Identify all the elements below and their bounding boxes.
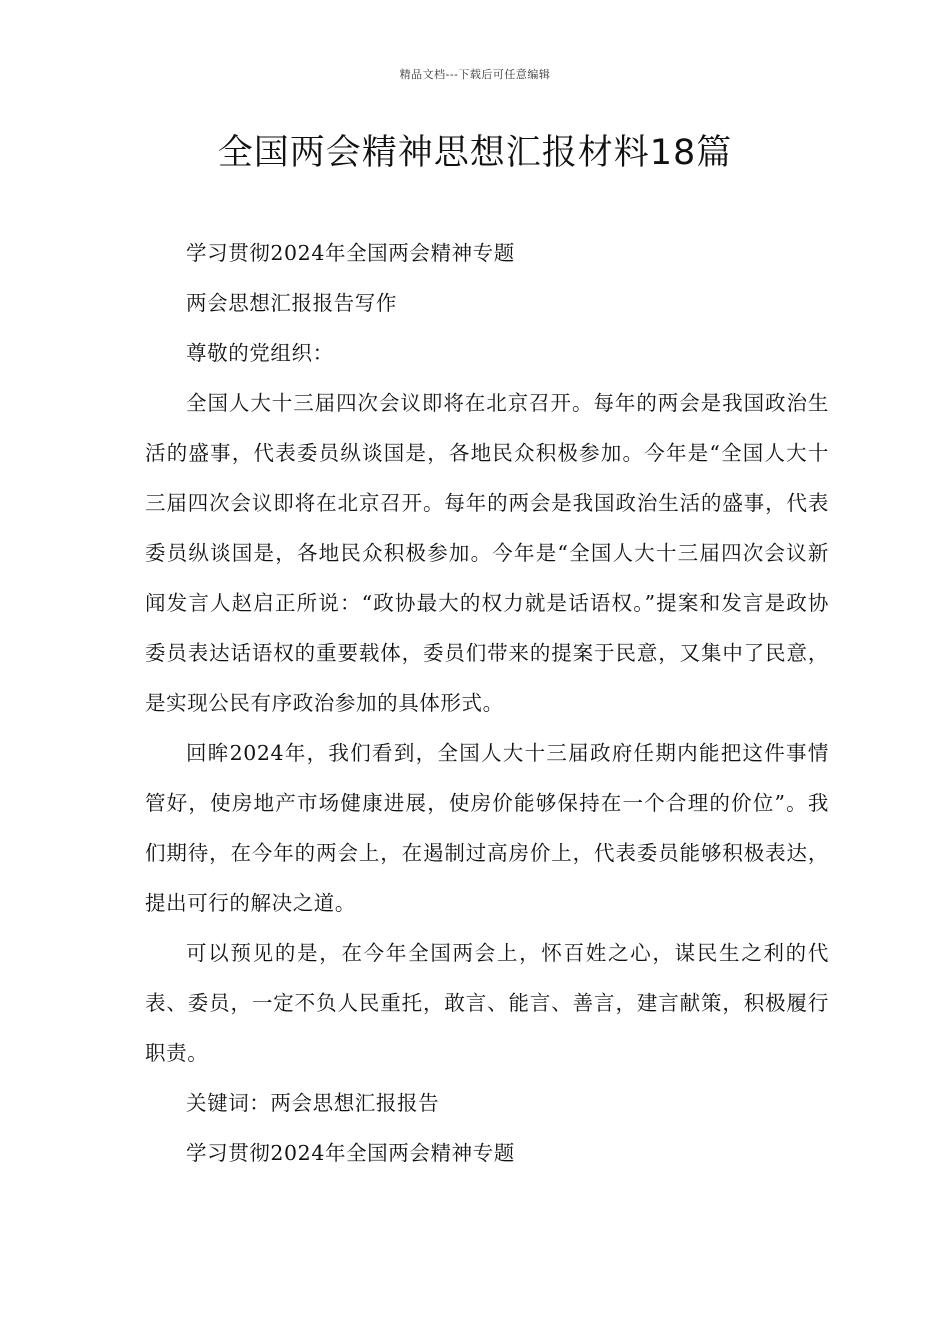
- paragraph-topic: 两会思想汇报报告写作: [186, 291, 397, 315]
- paragraph-body: 可以预见的是，在今年全国两会上，怀百姓之心，谋民生之利的代表、委员，一定不负人民重托，敢言、能言、善言，建言献策，积极履行职责。: [145, 941, 829, 1065]
- document-body: [145, 228, 829, 1178]
- paragraph-body: 全国人大十三届四次会议即将在北京召开。每年的两会是我国政治生活的盛事，代表委员纵谈国是，各地民众积极参加。今年是“全国人大十三届四次会议即将在北京召开。每年的两会是我国政治生活的盛事，代表委员纵谈国是，各地民众积极参加。今年是“全国人大十三届四次会议新闻发言人赵启正所说：“政协最大的权力就是话语权。”提案和发言是政协委员表达话语权的重要载体，委员们带来的提案于民意，又集中了民意，是实现公民有序政治参加的具体形式。: [145, 391, 829, 715]
- paragraph-salutation: 尊敬的党组织：: [186, 341, 334, 365]
- paragraph-keywords: 关键词：两会思想汇报报告: [186, 1091, 440, 1115]
- document-title: 全国两会精神思想汇报材料18篇: [217, 133, 733, 173]
- paragraph-subtitle: 学习贯彻2024年全国两会精神专题: [186, 1141, 515, 1165]
- paragraph-body: 回眸2024年，我们看到，全国人大十三届政府任期内能把这件事情管好，使房地产市场健康进展，使房价能够保持在一个合理的价位”。我们期待，在今年的两会上，在遏制过高房价上，代表委员能够积极表达，提出可行的解决之道。: [145, 741, 829, 915]
- header-note: 精品文档---下载后可任意编辑: [399, 68, 551, 81]
- paragraph-subtitle: 学习贯彻2024年全国两会精神专题: [186, 241, 515, 265]
